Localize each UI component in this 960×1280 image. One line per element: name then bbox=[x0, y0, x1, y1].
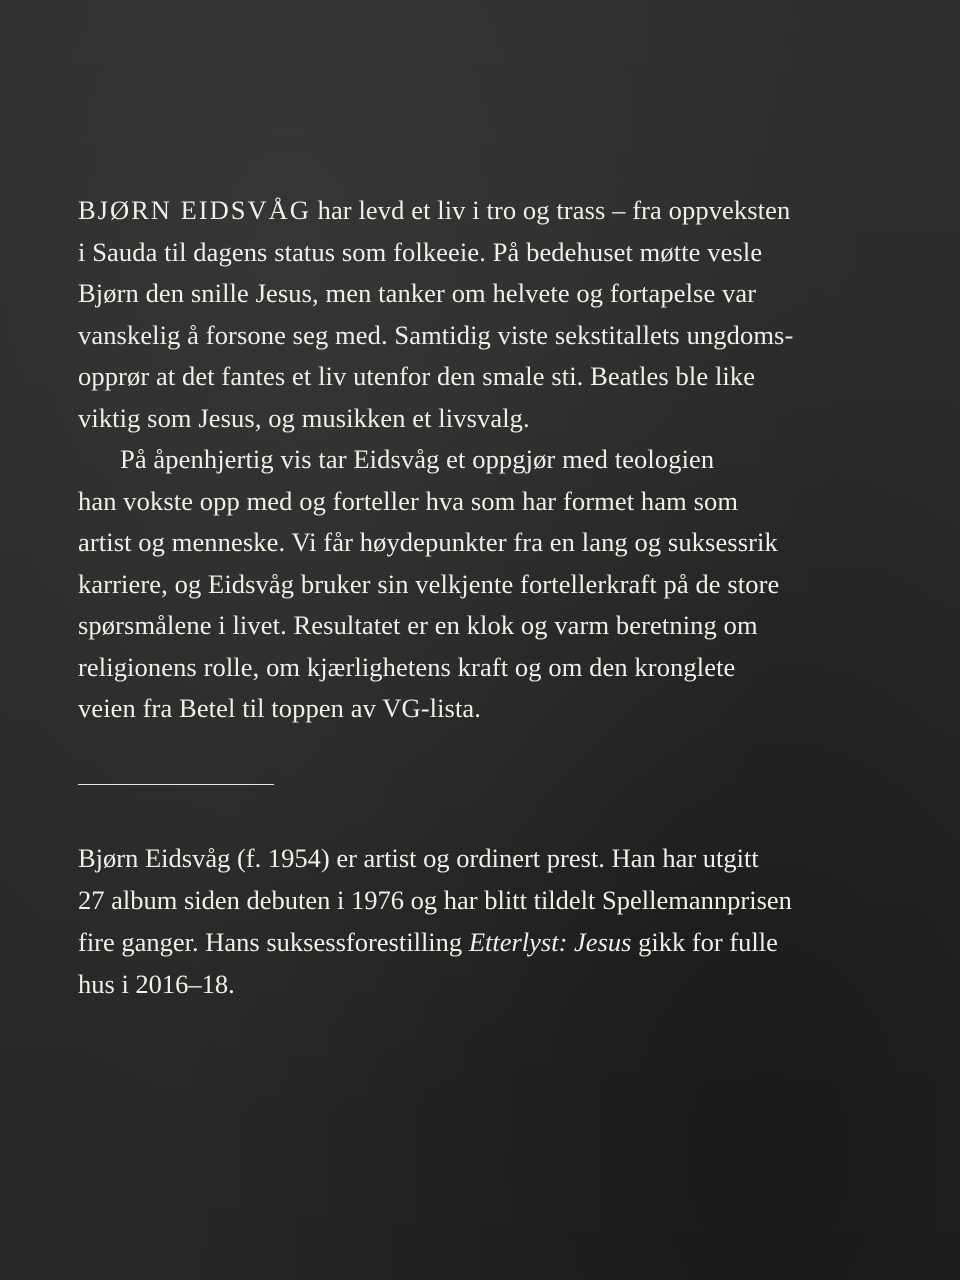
back-cover-text bbox=[78, 190, 918, 1005]
blurb-p2-line-5: spørsmålene i livet. Resultatet er en klok og varm beretning om bbox=[78, 610, 758, 640]
blurb-p1-line-1-text: har levd et liv i tro og trass – fra oppveksten bbox=[310, 195, 791, 225]
blurb-p2-line-1: På åpenhjertig vis tar Eidsvåg et oppgjør med teologien bbox=[120, 444, 715, 474]
blurb-p1-line-2: i Sauda til dagens status som folkeeie. På bedehuset møtte vesle bbox=[78, 236, 763, 267]
bio-line-1: Bjørn Eidsvåg (f. 1954) er artist og ordinert prest. Han har utgitt bbox=[78, 842, 759, 873]
blurb-p1-line-3: Bjørn den snille Jesus, men tanker om helvete og fortapelse var bbox=[78, 278, 757, 308]
bio-line-3-after: gikk for fulle bbox=[631, 926, 778, 957]
bio-line-3 bbox=[78, 921, 918, 963]
blurb-p1-line-6: viktig som Jesus, og musikken et livsvalg. bbox=[78, 402, 530, 433]
blurb-p1-line-1 bbox=[78, 190, 918, 232]
blurb-p1-line-4: vanskelig å forsone seg med. Samtidig viste sekstitallets ungdoms- bbox=[78, 319, 794, 350]
bio-line-4: hus i 2016–18. bbox=[78, 968, 235, 999]
book-blurb bbox=[78, 190, 918, 730]
author-name-smallcaps: BJØRN EIDSVÅG bbox=[78, 195, 311, 225]
author-bio bbox=[78, 837, 918, 1005]
blurb-paragraph-1 bbox=[78, 190, 918, 439]
blurb-p1-line-5: opprør at det fantes et liv utenfor den smale sti. Beatles ble like bbox=[78, 361, 756, 391]
blurb-p2-line-6: religionens rolle, om kjærlighetens kraft og om den kronglete bbox=[78, 651, 736, 682]
bio-line-2: 27 album siden debuten i 1976 og har blitt tildelt Spellemannprisen bbox=[78, 884, 792, 915]
blurb-paragraph-2 bbox=[78, 439, 918, 730]
author-bio-paragraph bbox=[78, 837, 918, 1005]
blurb-p2-line-7: veien fra Betel til toppen av VG-lista. bbox=[78, 693, 482, 723]
blurb-p2-line-2: han vokste opp med og forteller hva som har formet ham som bbox=[78, 485, 739, 516]
bio-line-3-before: fire ganger. Hans suksessforestilling bbox=[78, 926, 469, 957]
show-title: Etterlyst: Jesus bbox=[468, 926, 632, 957]
blurb-p2-line-3: artist og menneske. Vi får høydepunkter fra en lang og suksessrik bbox=[78, 527, 778, 557]
section-divider bbox=[78, 784, 274, 785]
blurb-p2-line-4: karriere, og Eidsvåg bruker sin velkjente fortellerkraft på de store bbox=[78, 568, 780, 599]
